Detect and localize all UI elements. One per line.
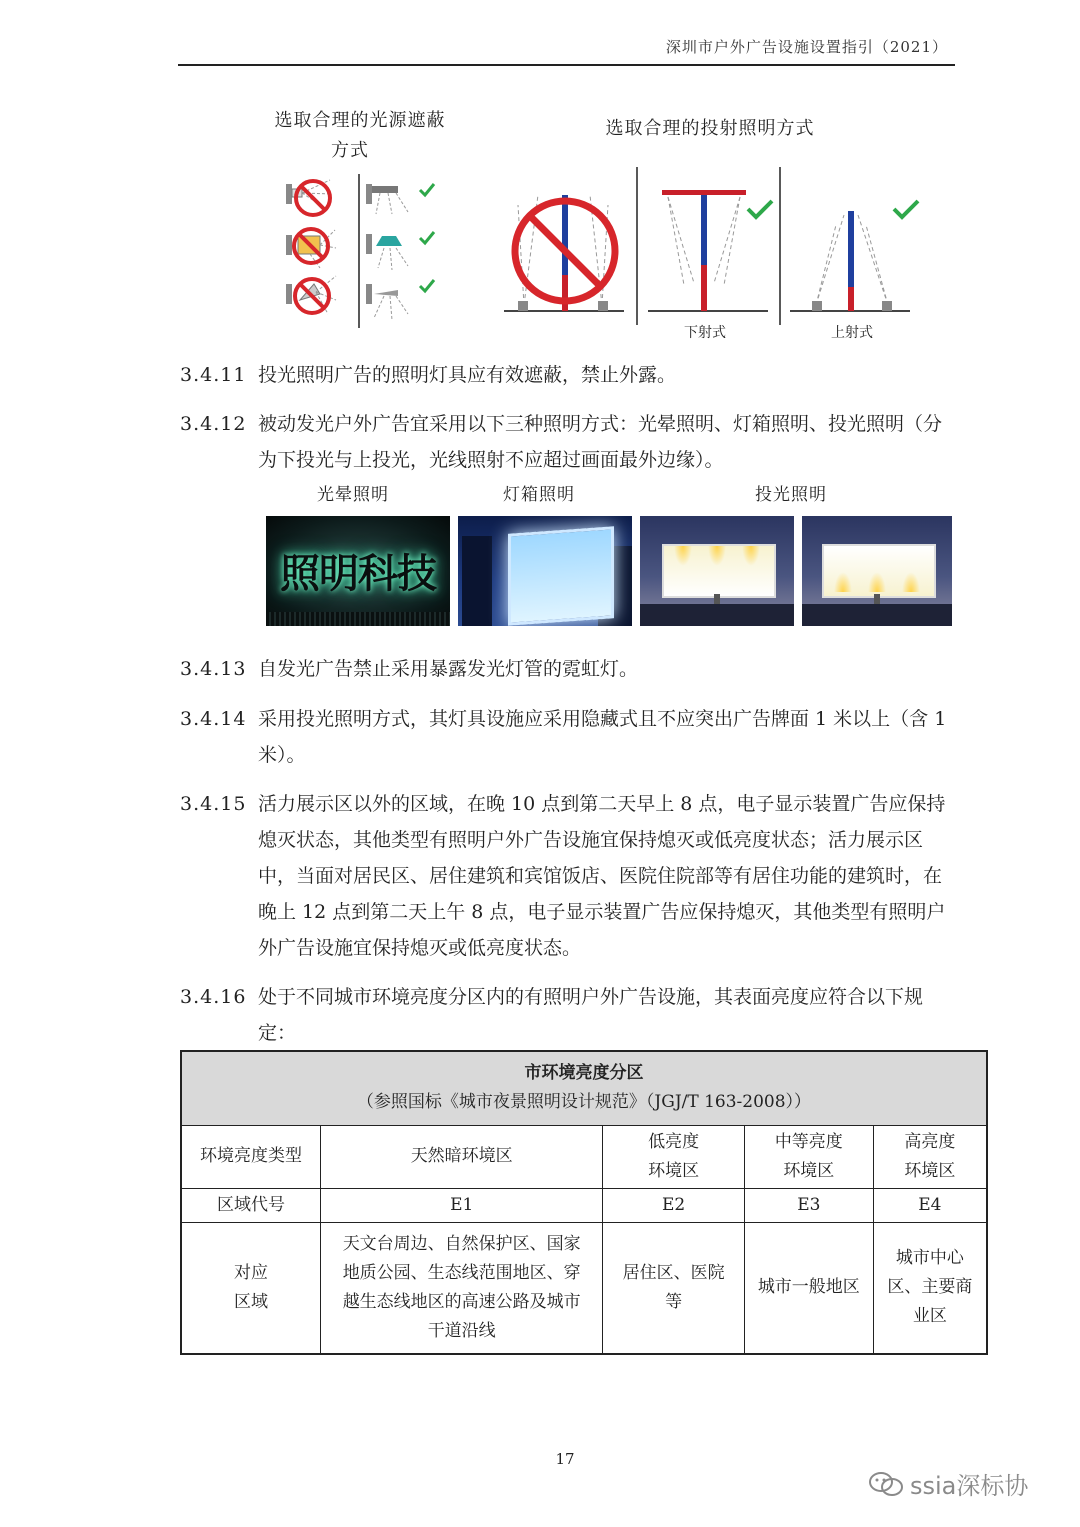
area-cell-e3: 城市一般地区 — [744, 1222, 873, 1354]
lightbox-lighting-label: 灯箱照明 — [503, 485, 575, 505]
halo-lighting-photo — [266, 516, 450, 626]
clause-text: 活力展示区以外的区域，在晚 10 点到第二天早上 8 点，电子显示装置广告应保持熄灭状态，其他类型有照明户外广告设施宜保持熄灭或低亮度状态；活力展示区中，当面对居民区、居住建筑和宾馆饭店、医院住院部等有居住功能的建筑时，在晚上 12 点到第二天上午 8 点，电子显示装置广告应保持熄灭，其他类型有照明户外广告设施宜保持熄灭或低亮度状态。 — [258, 793, 946, 959]
cutoff-lamp-check-icon — [366, 232, 434, 270]
clause-text: 采用投光照明方式，其灯具设施应采用隐藏式且不应突出广告牌面 1 米以上（含 1 米）。 — [258, 708, 947, 766]
watermark-text: ssia深标协 — [910, 1472, 1029, 1500]
watermark — [868, 1466, 1028, 1504]
shield-caption-line1: 选取合理的光源遮蔽 — [274, 110, 446, 131]
table-row — [181, 1222, 987, 1354]
table-title: 市环境亮度分区 — [524, 1063, 644, 1084]
type-cell-e2: 低亮度 环境区 — [603, 1125, 745, 1188]
area-cell-e4: 城市中心区、主要商业区 — [873, 1222, 987, 1354]
header-rule — [178, 64, 955, 66]
clause-number: 3.4.12 — [180, 413, 247, 435]
code-cell-e3: E3 — [744, 1188, 873, 1222]
clause-3-4-15 — [180, 786, 952, 959]
clause-3-4-11 — [180, 357, 952, 393]
table-header — [181, 1051, 987, 1125]
table-subtitle: （参照国标《城市夜景照明设计规范》（JGJ/T 163-2008）） — [356, 1092, 812, 1113]
code-cell-e2: E2 — [603, 1188, 745, 1222]
projection-caption: 选取合理的投射照明方式 — [605, 118, 815, 139]
unshielded-lamp-prohibit-icon — [286, 180, 332, 215]
uplight-check-icon — [790, 201, 918, 311]
row-label-type: 环境亮度类型 — [181, 1125, 321, 1188]
type-cell-e1: 天然暗环境区 — [321, 1125, 603, 1188]
clause-number: 3.4.13 — [180, 658, 247, 680]
projection-illustration — [498, 165, 928, 325]
angled-lamp-prohibit-icon — [286, 276, 336, 314]
floodlight-lighting-label: 投光照明 — [755, 485, 827, 505]
uplight-no-shield-prohibit-icon — [504, 195, 624, 311]
shielded-lamp-check-icon — [366, 184, 434, 214]
area-cell-e1: 天文台周边、自然保护区、国家地质公园、生态线范围地区、穿越生态线地区的高速公路及城市干道沿线 — [321, 1222, 603, 1354]
clause-number: 3.4.16 — [180, 986, 247, 1008]
flood-lamp-check-icon — [366, 280, 434, 320]
row-label-code: 区域代号 — [181, 1188, 321, 1222]
document-header-title: 深圳市户外广告设施设置指引（2021） — [665, 38, 948, 56]
clause-3-4-13 — [180, 651, 952, 687]
clause-text: 自发光广告禁止采用暴露发光灯管的霓虹灯。 — [258, 658, 639, 680]
clause-3-4-12 — [180, 406, 952, 471]
clause-number: 3.4.14 — [180, 708, 247, 730]
lightbox-panel — [508, 526, 614, 625]
brightness-zone-table — [180, 1050, 988, 1355]
area-cell-e2: 居住区、医院等 — [603, 1222, 745, 1354]
downlight-check-icon — [648, 190, 772, 311]
clause-number: 3.4.11 — [180, 364, 247, 386]
uplight-billboard-photo — [802, 516, 952, 626]
lightbox-lighting-photo — [458, 516, 632, 626]
downlight-billboard-photo — [640, 516, 794, 626]
wechat-icon — [868, 1470, 904, 1504]
uplight-label: 上射式 — [831, 325, 873, 341]
code-cell-e1: E1 — [321, 1188, 603, 1222]
downlight-label: 下射式 — [684, 325, 726, 341]
shielding-illustration — [280, 172, 440, 332]
code-cell-e4: E4 — [873, 1188, 987, 1222]
row-label-area: 对应 区域 — [181, 1222, 321, 1354]
table-row — [181, 1125, 987, 1188]
clause-3-4-16 — [180, 979, 952, 1044]
type-cell-e4: 高亮度 环境区 — [873, 1125, 987, 1188]
shield-caption-line2: 方式 — [331, 140, 369, 161]
halo-lighting-label: 光晕照明 — [317, 485, 389, 505]
globe-lamp-prohibit-icon — [286, 229, 336, 268]
type-cell-e3: 中等亮度 环境区 — [744, 1125, 873, 1188]
clause-3-4-14 — [180, 701, 952, 766]
halo-sign-text: 照明科技 — [280, 551, 436, 597]
clause-number: 3.4.15 — [180, 793, 247, 815]
clause-text: 处于不同城市环境亮度分区内的有照明户外广告设施，其表面亮度应符合以下规定： — [258, 986, 924, 1044]
page-number: 17 — [555, 1450, 575, 1468]
clause-text: 被动发光户外广告宜采用以下三种照明方式：光晕照明、灯箱照明、投光照明（分为下投光与上投光，光线照射不应超过画面最外边缘）。 — [258, 413, 943, 471]
clause-text: 投光照明广告的照明灯具应有效遮蔽，禁止外露。 — [258, 364, 677, 386]
table-row — [181, 1188, 987, 1222]
